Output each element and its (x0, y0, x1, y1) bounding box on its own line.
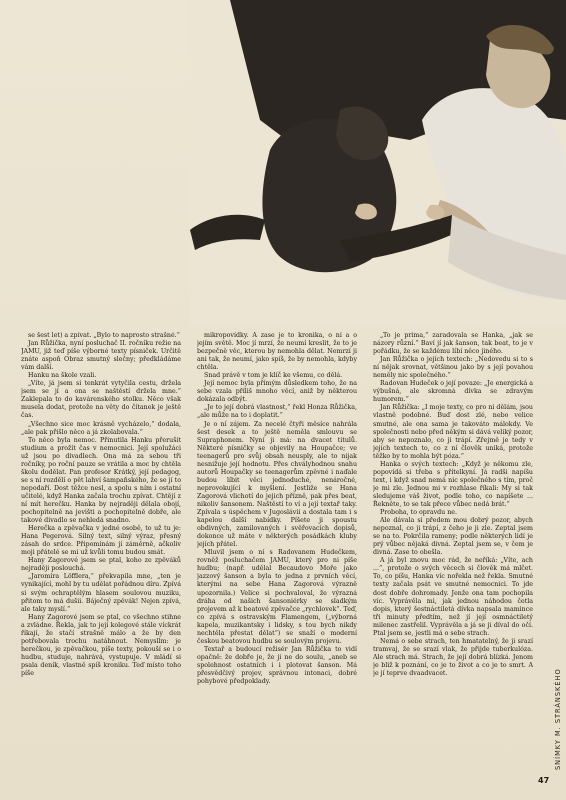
paragraph: „Je to její dobrá vlastnost,“ řekl Honza Růžička, „ale může na to i doplatit.“ (197, 404, 357, 420)
paragraph: Jan Růžička, nyní posluchač II. ročníku režie na JAMU, již teď píše výborné texty písniček. Určitě znáte aspoň Obraz smutný slečny; předkládáme vám další. (21, 340, 181, 372)
paragraph: Herečka a zpěvačka v jedné osobě, to už tu je: Hana Pegerová. Silný text, silný výraz, přesný zásah do srdce. Připomínám jí záměrně, ačkoliv moji přátelé se mi už kvůli tomu budou smát. (21, 525, 181, 557)
text-column-1 (21, 332, 181, 776)
paragraph: mikropovídky. A zase je to kronika, o ní a o jejím světě. Moc jí mrzí, že neumí kreslit, že to je bezpečně věc, kterou by nemohla dělat. Nemrzí ji ani tak, že neumí, jako spíš, že by nemohla, kdyby chtěla. (197, 332, 357, 372)
paragraph: „Víte, já jsem si tenkrát vytyčila cestu, držela jsem se jí a ona se naštěstí držela mne.“ Zaklepala to do kavárenského stolku. Něco však musela dodat, protože na věty do čítanek je ještě čas. (21, 380, 181, 420)
photo-illustration (190, 0, 566, 325)
paragraph: Ale dávala si předem mou dobrý pozor, abych nepoznal, co ji trápí, z čeho je ji zle. Zeptal jsem se na to. Pokrčila rameny; podle některých lidí je prý vůbec nějaká divná. Zeptal jsem se, v čem je divná. Zase to obešla. (373, 517, 533, 557)
paragraph: Hanku na škole vzali. (28, 372, 97, 380)
paragraph: To něco byla nemoc. Přinutila Hanku přerušit studium a prožít čas v nemocnici. Její spolužáci už jsou po divadlech. Ona má za sebou tři ročníky, po roční pauze se vrátila a moc by chtěla školu dodělat. Pan profesor Krátký, její pedagog, se s ní rozdělí o pět lahví šampaňského, že se jí to nepodaří. Dost těžce nesl, a spolu s ním i ostatní učitelé, když Hanka začala trochu zpívat. Chtějí z ní mít herečku. Hanka by nejraději dělala obojí, pochopitelně na jevišti a pochopitelně dobře, ale takové divadlo se nehledá snadno. (21, 436, 181, 525)
text-column-2 (197, 332, 357, 776)
paragraph: Jan Růžička o jejích textech: „Nedovedu si to s ní nějak srovnat, většinou jako by s její povahou neměly nic společného.“ (373, 356, 533, 380)
article-body (21, 332, 535, 776)
paragraph: Snad právě v tom je klíč ke všemu, co dělá. (204, 372, 343, 380)
photo-credit: SNÍMKY M. STRÁNSKÉHO (554, 668, 562, 770)
paragraph: Hany Zagorové jsem se ptal, co všechno stihne a zvládne. Řekla, jak to její kolegové stále víckrát říkají, že stačí strašně málo a že by den potřebovala trochu natáhnout. Nemysllm: je herečkou, je zpěvačkou, píše texty, pokouší se i o hudbu, studuje, nahrává, vystupuje. V mládí si psala deník, vlastně spíš kroniku. Teď místo toho píše (21, 613, 181, 677)
paragraph: Je o ní zájem. Za necelé čtyři měsíce nahrála šest desek a to ještě neměla smlouvu se Supraphonem. Nyní ji má: na dvacet titulů. Některé písničky se objevily na Houpačce; ve teenagerů pro svůj obsah neusply, ale to nijak nesnižuje její hodnotu. Přes chvályhodnou snahu autorů Houpačky se teenagerům zpěvné i naďale budou líbit věci jednoduché, nenáročné, neprovokující k myšlení. Jestliže se Hana Zagorová vlichotí do jejich přízně, pak přes beat, nikoliv šansonem. Naštěstí to ví a její textař taky. Zpívala s úspěchem v Jugoslávii a dostala tam i s kapelou další nabídky. Píšete ji spoustu obdivných, zamilovaných i svěřovacích dopisů, dokonce už máte v některých posádkách kluby jejích přátel. (197, 420, 357, 549)
paragraph: se šest let) a zpívat. „Bylo to naprosto strašné.“ (28, 332, 180, 339)
paragraph: „Všechno sice moc krásně vycházelo,“ dodala, „ale pak přišlo něco a já zkolabovala.“ (21, 420, 181, 436)
paragraph: Mluvil jsem o ní s Radovanem Hudečkem, rovněž posluchačem JAMU, který pro ni píše hudbu; (např. udělal Becaudovo Moře jako jazzový šanson a byla to jedna z prvních věcí, kterými na sebe Hana Zagorová výrazně upozornila.) Velice si pochvaloval, že výrazná dráha od našich šansoniérky se sladkým projevem až k beatové zpěvačce „rychlovek“. Teď, co zpívá s ostravským Flamengem, („výborná kapela, muzikantsky i lidsky, s tou bych nikdy nechtěla přestat dělat“) se snaží o moderní českou beatovou hudbu se soulovým projevu. (197, 549, 357, 645)
paragraph: Proboha, to opravdu ne. (380, 509, 458, 517)
paragraph: Radovan Hudeček o její povaze: „Je energická a výbušná, ale skromná dívka se zdravým humorem.“ (373, 380, 533, 404)
paragraph: „Jaromíra Löfflera,“ překvapila mne, „ten je vynikající, mohl by tu udělat pořádnou díru. Zpívá si svým ochraptělým hlasem soulovou muziku, přitom to má dušii. Báječný zpěvák! Nejen zpívá, ale taky myslí.“ (21, 573, 181, 613)
photo (190, 0, 566, 325)
paragraph: Nemá o sebe strach, ten hmatatelný, že ji srazí tramvaj, že se srazí vlak, že přijde tuberkulóza. Ale strach má. Strach, že její dobrá blízká. Jenom je bliž k poznání, co je to život a co je to smrt. A je jí teprve dvaadvacet. (373, 637, 533, 677)
paragraph: Textař a budoucí režisér Jan Růžička to vidí opačně: že dobře je, že ji ne do soulu, „aneb se spolehnost ostatních i i plotovat šanson. Má přesvědčivý projev, správnou intonaci, dobré pohybové předpoklady. (197, 645, 357, 686)
paragraph: „To je prima,“ zaradovala se Hanka, „jak se názory různí.“ Baví jí jak šanson, tak beat, to je v pořádku, že se každému líbí něco jiného. (373, 332, 533, 356)
paragraph: Jan Růžička: „I moje texty, co pro ni dělám, jsou vlastně podobné. Buď dost zlé, nebo velice smutné, ale ona sama je takováto málokdy. Ve společnosti nebo před někým si dává veliký pozor, aby se nepoznalo, co ji trápí. Zřejmě je tedy v jejích textech to, co z ní člověk uniká, protože těžko by to mohla být póza.“ (373, 404, 533, 460)
paragraph: Její nemoc byla přímým důsledkem toho, že na sebe vzala příliš mnoho věcí, aniž by některou dokázala odbýt. (197, 380, 357, 404)
paragraph: Hanka o svých textech: „Když je někomu zle, popovídá si třeba s přítelkyní. Já radši napíšu text, i když snad nemá nic společného s tím, proč je mi zle. Jednou mi v rozhlase říkali: My si tak sledujeme váš život, podle toho, co napíšete ... Řekněte, to se tak přece vůbec nedá brát.“ (373, 460, 533, 508)
text-column-3 (373, 332, 533, 776)
paragraph: A já byl znovu moc rád, že neříká: „Víte, ach ...“, protože o svých věcech si člověk má mlčet. To, co píšu, Hanka víc nořekla než řekla. Smutné texty začala psát ve smutné nemocnici. To jde dost dobře dohromady. Jenže ona tam pochopila víc. Vyprávěla mi, jak jednou náhodou četla dopis, který šestnáctiletá dívka napsala mamince tři minuty předtím, než jí její osmnáctiletý milenec zastřelil. Vyprávěla a já se ji díval do očí. Ptal jsem se, jestli má o sebe strach. (373, 557, 533, 637)
paragraph: Hany Zagorové jsem se ptal, koho ze zpěváků nejraději poslouchá. (21, 557, 181, 573)
page-number: 47 (538, 776, 550, 785)
